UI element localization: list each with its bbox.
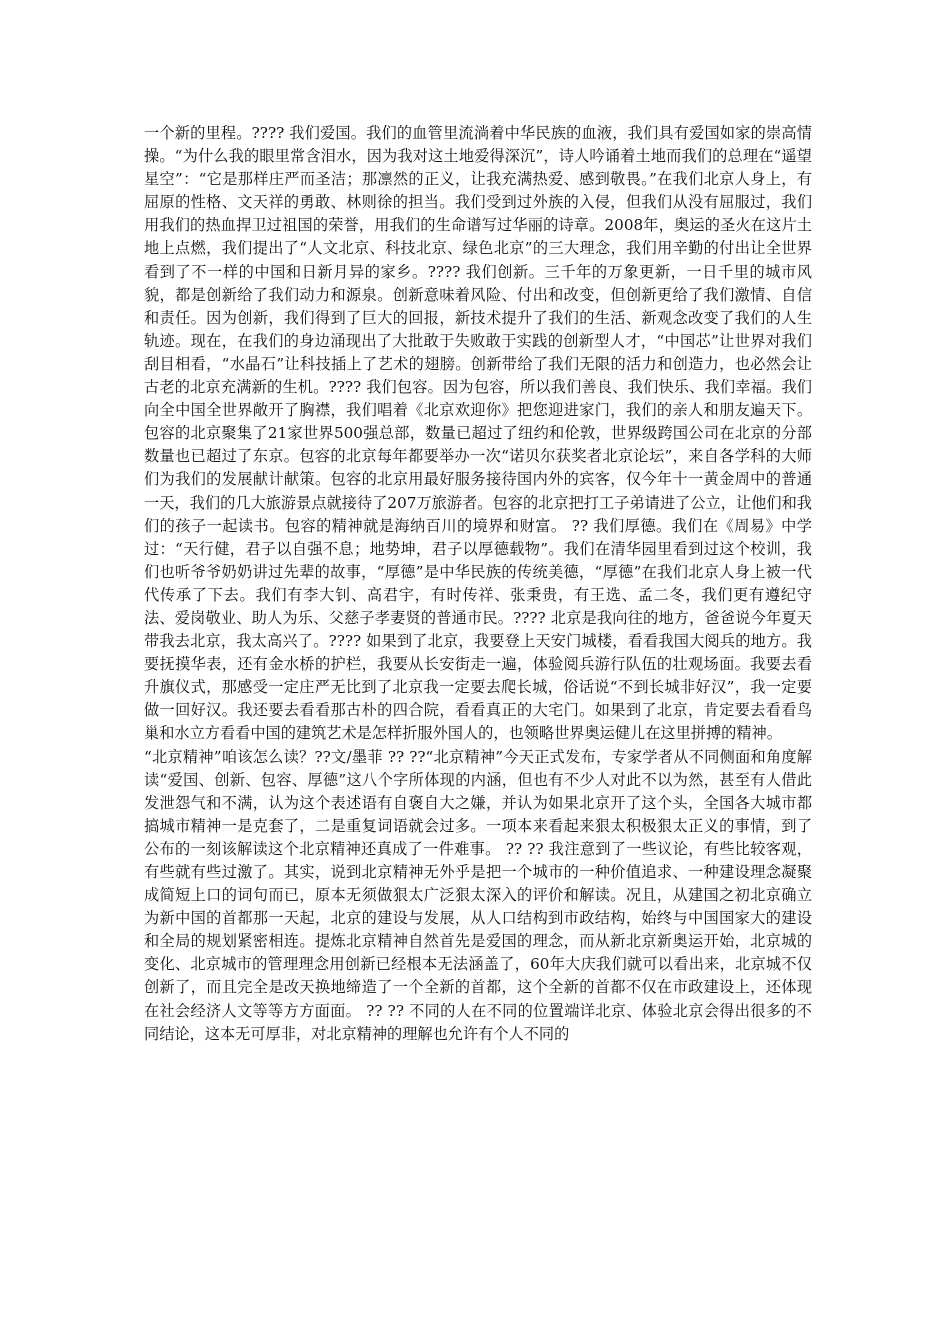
- paragraph-beijing-spirit-essay: 一个新的里程。???? 我们爱国。我们的血管里流淌着中华民族的血液，我们具有爱国如家的崇高情操。“为什么我的眼里常含泪水，因为我对这土地爱得深沉”，诗人吟诵着土地而我们的总理在“遥望星空”：“它是那样庄严而圣洁；那凛然的正义，让我充满热爱、感到敬畏。”在我们北京人身上，有屈原的性格、文天祥的勇敢、林则徐的担当。我们受到过外族的入侵，但我们从没有屈服过，我们用我们的热血捍卫过祖国的荣誉，用我们的生命谱写过华丽的诗章。2008年，奥运的圣火在这片土地上点燃，我们提出了“人文北京、科技北京、绿色北京”的三大理念，我们用辛勤的付出让全世界看到了不一样的中国和日新月异的家乡。???? 我们创新。三千年的万象更新，一日千里的城市风貌，都是创新给了我们动力和源泉。创新意味着风险、付出和改变，但创新更给了我们激情、自信和责任。因为创新，我们得到了巨大的回报，新技术提升了我们的生活、新观念改变了我们的人生轨迹。现在，在我们的身边涌现出了大批敢于失败敢于实践的创新型人才，“中国芯”让世界对我们刮目相看，“水晶石”让科技插上了艺术的翅膀。创新带给了我们无限的活力和创造力，也必然会让古老的北京充满新的生机。???? 我们包容。因为包容，所以我们善良、我们快乐、我们幸福。我们向全中国全世界敞开了胸襟，我们唱着《北京欢迎你》把您迎进家门，我们的亲人和朋友遍天下。包容的北京聚集了21家世界500强总部，数量已超过了纽约和伦敦，世界级跨国公司在北京的分部数量也已超过了东京。包容的北京每年都要举办一次“诺贝尔获奖者北京论坛”，来自各学科的大师们为我们的发展献计献策。包容的北京用最好服务接待国内外的宾客，仅今年十一黄金周中的普通一天，我们的几大旅游景点就接待了207万旅游者。包容的北京把打工子弟请进了公立，让他们和我们的孩子一起读书。包容的精神就是海纳百川的境界和财富。 ?? 我们厚德。我们在《周易》中学过：“天行健，君子以自强不息；地势坤，君子以厚德载物”。我们在清华园里看到过这个校训，我们也听爷爷奶奶讲过先辈的故事，“厚德”是中华民族的传统美德，“厚德”在我们北京人身上被一代代传承了下去。我们有李大钊、高君宇，有时传祥、张秉贵，有王选、孟二冬，我们更有遵纪守法、爱岗敬业、助人为乐、父慈子孝妻贤的普通市民。???? 北京是我向往的地方，爸爸说今年夏天带我去北京，我太高兴了。???? 如果到了北京，我要登上天安门城楼，看看我国大阅兵的地方。我要抚摸华表，还有金水桥的护栏，我要从长安街走一遍，体验阅兵游行队伍的壮观场面。我要去看升旗仪式，那感受一定庄严无比到了北京我一定要去爬长城，俗话说“不到长城非好汉”，我一定要做一回好汉。我还要去看看那古朴的四合院，看看真正的大宅门。如果到了北京，肯定要去看看鸟巢和水立方看看中国的建筑艺术是怎样折服外国人的，也领略世界奥运健儿在这里拼搏的精神。: [144, 124, 812, 743]
- document-body: [144, 122, 812, 1046]
- paragraph-how-to-read-beijing-spirit: “北京精神”咱该怎么读？??文/墨菲 ?? ??“北京精神”今天正式发布，专家学者从不同侧面和角度解读“爱国、创新、包容、厚德”这八个字所体现的内涵，但也有不少人对此不以为然，甚至有人借此发泄怨气和不满，认为这个表述语有自褒自大之嫌，并认为如果北京开了这个头，全国各大城市都搞城市精神一是克套了，二是重复词语就会过多。一项本来看起来狠太积极狠太正义的事情，到了公布的一刻该解读这个北京精神还真成了一件难事。 ?? ?? 我注意到了一些议论，有些比较客观，有些就有些过激了。其实，说到北京精神无外乎是把一个城市的一种价值追求、一种建设理念凝聚成简短上口的词句而已，原本无须做狠太广泛狠太深入的评价和解读。况且，从建国之初北京确立为新中国的首都那一天起，北京的建设与发展，从人口结构到市政结构，始终与中国国家大的建设和全局的规划紧密相连。提炼北京精神自然首先是爱国的理念，而从新北京新奥运开始，北京城的变化、北京城市的管理理念用创新已经根本无法涵盖了，60年大庆我们就可以看出来，北京城不仅创新了，而且完全是改天换地缔造了一个全新的首都，这个全新的首都不仅在市政建设上，还体现在社会经济人文等等方方面面。 ?? ?? 不同的人在不同的位置端详北京、体验北京会得出很多的不同结论，这本无可厚非，对北京精神的理解也允许有个人不同的: [144, 747, 812, 1043]
